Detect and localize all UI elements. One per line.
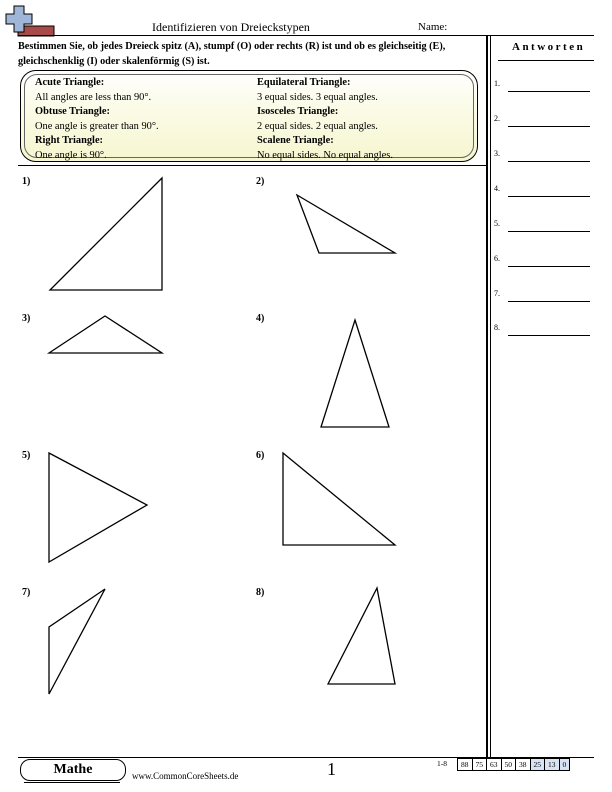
score-cell: 75	[472, 758, 488, 771]
isosceles-description: 2 equal sides. 2 equal angles.	[257, 120, 378, 132]
obtuse-title: Obtuse Triangle:	[35, 106, 110, 117]
subject-badge-underline	[24, 782, 120, 783]
subject-badge: Mathe	[20, 759, 126, 781]
triangle-6	[283, 453, 395, 545]
score-range: 1-8	[437, 759, 447, 768]
triangle-5	[49, 453, 147, 562]
triangle-2	[297, 195, 395, 253]
problem-label-2: 2)	[256, 176, 265, 187]
scalene-description: No equal sides. No equal angles.	[257, 149, 393, 161]
name-label: Name:	[418, 21, 448, 33]
problem-label-3: 3)	[22, 313, 31, 324]
answer-number: 5.	[494, 219, 500, 228]
score-cell: 88	[457, 758, 473, 771]
triangle-3	[49, 316, 162, 353]
acute-description: All angles are less than 90°.	[35, 91, 152, 103]
problem-label-7: 7)	[22, 587, 31, 598]
triangle-1	[50, 178, 162, 290]
scalene-title: Scalene Triangle:	[257, 135, 334, 146]
equilateral-title: Equilateral Triangle:	[257, 77, 351, 88]
score-cell: 50	[501, 758, 517, 771]
problem-label-4: 4)	[256, 313, 265, 324]
score-cell: 25	[530, 758, 546, 771]
score-cell: 13	[544, 758, 560, 771]
answer-number: 1.	[494, 79, 500, 88]
answer-number: 3.	[494, 149, 500, 158]
answer-number: 8.	[494, 323, 500, 332]
problem-label-8: 8)	[256, 587, 265, 598]
triangle-8	[328, 588, 395, 684]
triangle-4	[321, 320, 389, 427]
score-cell: 38	[515, 758, 531, 771]
right-title: Right Triangle:	[35, 135, 104, 146]
problem-label-5: 5)	[22, 450, 31, 461]
page-title: Identifizieren von Dreieckstypen	[152, 20, 310, 34]
problem-label-1: 1)	[22, 176, 31, 187]
score-table	[458, 758, 570, 771]
answer-number: 4.	[494, 184, 500, 193]
isosceles-title: Isosceles Triangle:	[257, 106, 339, 117]
equilateral-description: 3 equal sides. 3 equal angles.	[257, 91, 378, 103]
acute-title: Acute Triangle:	[35, 77, 105, 88]
answer-number: 2.	[494, 114, 500, 123]
answer-number: 6.	[494, 254, 500, 263]
triangle-7	[49, 589, 105, 694]
page-number: 1	[327, 759, 336, 779]
instructions: Bestimmen Sie, ob jedes Dreieck spitz (A), stumpf (O) oder rechts (R) ist und ob es gleichseitig (E), gleichschenklig (I) oder skalenförmig (S) ist.	[18, 41, 446, 67]
answer-number: 7.	[494, 289, 500, 298]
score-cell: 0	[559, 758, 571, 771]
answers-title: Antworten	[512, 41, 586, 53]
problem-label-6: 6)	[256, 450, 265, 461]
site-url: www.CommonCoreSheets.de	[132, 771, 239, 781]
score-cell: 63	[486, 758, 502, 771]
right-description: One angle is 90°.	[35, 149, 107, 161]
obtuse-description: One angle is greater than 90°.	[35, 120, 159, 132]
